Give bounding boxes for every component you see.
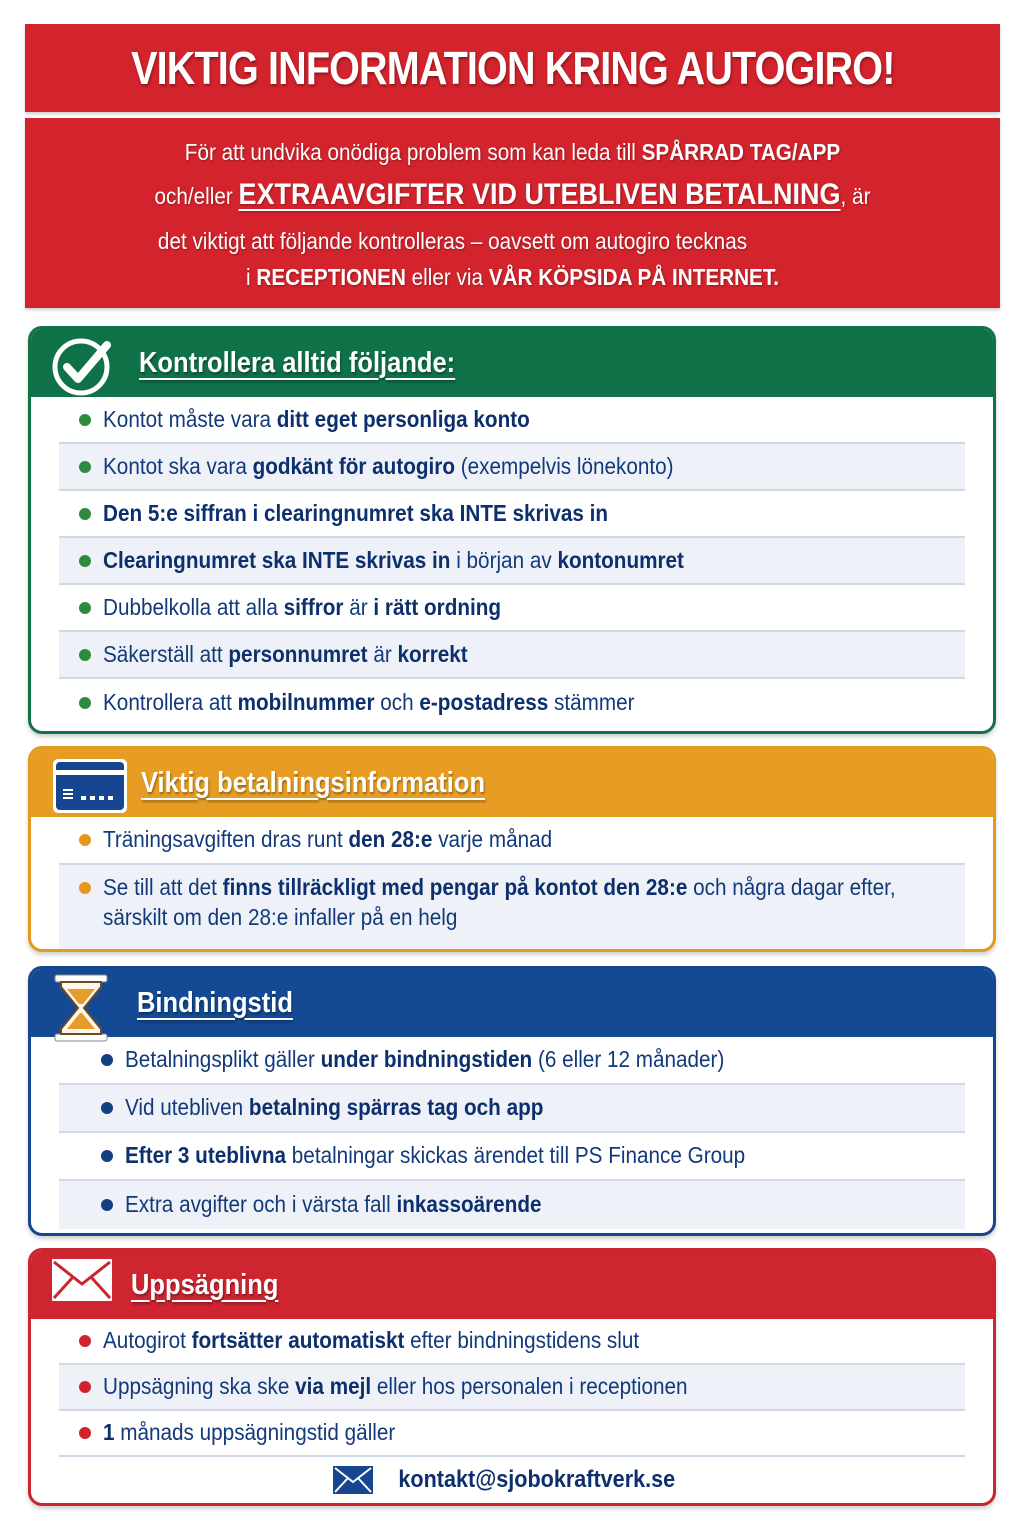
item-text: i början av — [450, 546, 558, 573]
item-emphasis: Den 5:e siffran i clearingnumret ska INTE skrivas in — [103, 499, 609, 526]
item-emphasis: via mejl — [295, 1373, 372, 1400]
intro-line-1 — [74, 141, 952, 164]
credit-card-icon — [51, 757, 129, 815]
item-emphasis: personnumret — [228, 640, 368, 667]
title-banner — [25, 24, 1000, 112]
bullet-icon — [79, 414, 91, 426]
item-emphasis: godkänt för autogiro — [252, 452, 455, 479]
list-item — [59, 817, 965, 865]
section-body — [31, 1037, 993, 1229]
intro-text: För att undvika onödiga problem som kan leda till — [184, 139, 642, 165]
item-emphasis: korrekt — [397, 640, 468, 667]
item-text: månads uppsägningstid gäller — [114, 1419, 396, 1446]
item-emphasis: den 28:e — [348, 826, 433, 853]
item-text: Kontot måste vara — [103, 405, 277, 432]
bullet-icon — [79, 834, 91, 846]
section-header — [31, 329, 993, 397]
intro-text: i — [246, 264, 257, 290]
section-body — [31, 817, 993, 949]
item-text: Träningsavgiften dras runt — [103, 826, 349, 853]
item-emphasis: inkassoärende — [396, 1191, 542, 1218]
section-kontroll — [28, 326, 996, 734]
bullet-icon — [79, 649, 91, 661]
bullet-icon — [101, 1054, 113, 1066]
contact-row — [59, 1457, 965, 1503]
list-item — [59, 444, 965, 491]
item-emphasis: mobilnummer — [237, 688, 375, 715]
item-text: och — [374, 688, 420, 715]
section-body — [31, 397, 993, 726]
section-title: Uppsägning — [131, 1268, 279, 1301]
item-text: Extra avgifter och i värsta fall — [125, 1191, 397, 1218]
intro-text: och/eller — [154, 183, 239, 209]
item-text: är — [367, 640, 398, 667]
intro-line-4 — [74, 266, 952, 289]
intro-text: eller via — [405, 264, 489, 290]
item-emphasis: kontonumret — [557, 546, 684, 573]
hourglass-icon — [53, 973, 109, 1043]
section-body — [31, 1319, 993, 1503]
item-text: Säkerställ att — [103, 640, 229, 667]
list-item — [59, 632, 965, 679]
section-title: Kontrollera alltid följande: — [139, 346, 456, 379]
list-item — [59, 538, 965, 585]
section-header — [31, 1251, 993, 1319]
list-item — [59, 1411, 965, 1457]
item-text: eller hos personalen i receptionen — [371, 1373, 688, 1400]
intro-emphasis: VÅR KÖPSIDA PÅ INTERNET. — [488, 264, 779, 290]
section-title: Bindningstid — [137, 986, 293, 1019]
envelope-icon — [51, 1258, 113, 1302]
item-emphasis: betalning spärras tag och app — [248, 1094, 544, 1121]
list-item — [59, 1133, 965, 1181]
list-item — [59, 1181, 965, 1229]
bullet-icon — [79, 1335, 91, 1347]
section-title: Viktig betalningsinformation — [141, 766, 486, 799]
item-emphasis: under bindningstiden — [320, 1046, 533, 1073]
intro-banner — [25, 118, 1000, 308]
bullet-icon — [79, 1381, 91, 1393]
list-item — [59, 397, 965, 444]
section-header — [31, 749, 993, 817]
intro-emphasis: RECEPTIONEN — [256, 264, 406, 290]
item-text: är — [343, 593, 374, 620]
item-text: betalningar skickas ärendet till PS Finance Group — [286, 1142, 746, 1169]
item-emphasis: finns tillräckligt med pengar på kontot den 28:e — [222, 874, 688, 900]
item-text: särskilt om den 28:e infaller på en helg — [103, 903, 458, 930]
item-text: varje månad — [432, 826, 553, 853]
item-text: (6 eller 12 månader) — [532, 1046, 725, 1073]
intro-emphasis: SPÅRRAD TAG/APP — [641, 139, 841, 165]
intro-emphasis-large: EXTRAAVGIFTER VID UTEBLIVEN BETALNING — [238, 178, 841, 211]
bullet-icon — [101, 1150, 113, 1162]
bullet-icon — [101, 1102, 113, 1114]
item-emphasis: e-postadress — [419, 688, 549, 715]
intro-line-3 — [14, 230, 892, 253]
item-emphasis: siffror — [283, 593, 344, 620]
item-emphasis: 1 — [103, 1419, 115, 1446]
list-item — [59, 1365, 965, 1411]
section-betalning — [28, 746, 996, 952]
item-text: Betalningsplikt gäller — [125, 1046, 321, 1073]
item-text: stämmer — [548, 688, 635, 715]
item-emphasis: ditt eget personliga konto — [276, 405, 530, 432]
item-text: efter bindningstidens slut — [404, 1327, 640, 1354]
bullet-icon — [79, 697, 91, 709]
item-text: Se till att det — [103, 874, 223, 900]
list-item — [59, 865, 965, 949]
item-text: Vid utebliven — [125, 1094, 249, 1121]
item-text: Dubbelkolla att alla — [103, 593, 284, 620]
page-title: VIKTIG INFORMATION KRING AUTOGIRO! — [130, 42, 895, 94]
list-item — [59, 1037, 965, 1085]
list-item — [59, 679, 965, 726]
intro-text: det viktigt att följande kontrolleras – oavsett om autogiro tecknas — [157, 228, 748, 254]
section-uppsagning — [28, 1248, 996, 1506]
intro-line-2 — [74, 180, 952, 210]
checkmark-circle-icon — [49, 333, 117, 397]
bullet-icon — [79, 555, 91, 567]
item-text: Uppsägning ska ske — [103, 1373, 296, 1400]
item-text: Kontot ska vara — [103, 452, 253, 479]
list-item — [59, 1319, 965, 1365]
list-item — [59, 585, 965, 632]
intro-text: , är — [840, 183, 871, 209]
bullet-icon — [79, 461, 91, 473]
item-emphasis: Clearingnumret ska INTE skrivas in — [103, 546, 451, 573]
bullet-icon — [79, 1427, 91, 1439]
item-emphasis: fortsätter automatiskt — [191, 1327, 405, 1354]
section-header — [31, 969, 993, 1037]
item-emphasis: i rätt ordning — [373, 593, 502, 620]
bullet-icon — [79, 882, 91, 894]
mail-icon — [333, 1466, 373, 1494]
list-item — [59, 491, 965, 538]
section-bindningstid — [28, 966, 996, 1236]
bullet-icon — [79, 602, 91, 614]
item-text: (exempelvis lönekonto) — [454, 452, 674, 479]
item-text: Kontrollera att — [103, 688, 238, 715]
item-text: och några dagar efter, — [687, 874, 896, 900]
bullet-icon — [101, 1199, 113, 1211]
bullet-icon — [79, 508, 91, 520]
item-text: Autogirot — [103, 1327, 192, 1354]
list-item — [59, 1085, 965, 1133]
contact-email-link[interactable]: kontakt@sjobokraftverk.se — [398, 1466, 676, 1494]
item-emphasis: Efter 3 uteblivna — [125, 1142, 287, 1169]
